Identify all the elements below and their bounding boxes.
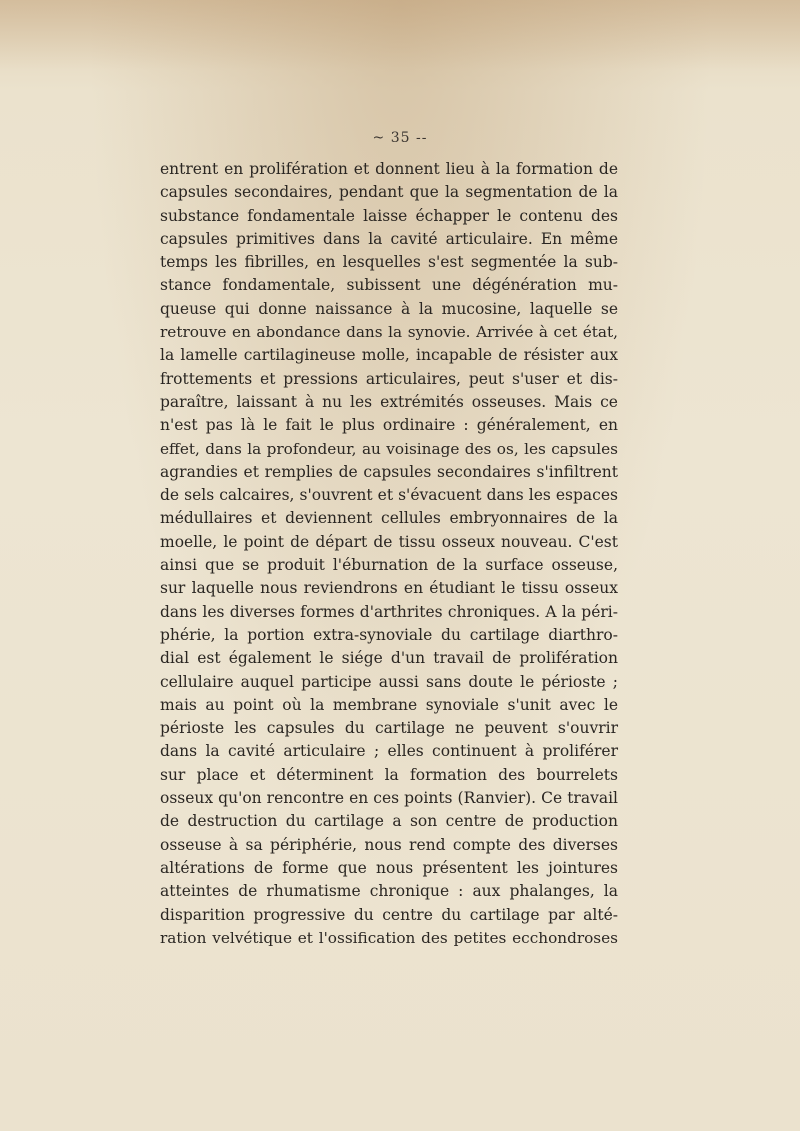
text-line: atteintes de rhumatisme chronique : aux phalanges, la bbox=[160, 882, 618, 901]
text-line: substance fondamentale laisse échapper le contenu des bbox=[160, 206, 618, 225]
text-line: la lamelle cartilagineuse molle, incapable de résister aux bbox=[160, 346, 618, 365]
text-line: osseux qu'on rencontre en ces points (Ranvier). Ce travail bbox=[160, 789, 618, 808]
text-line: dial est également le siége d'un travail de prolifération bbox=[160, 649, 618, 668]
text-line: sur laquelle nous reviendrons en étudiant le tissu osseux bbox=[160, 579, 618, 598]
text-line: phérie, la portion extra-synoviale du cartilage diarthro- bbox=[160, 625, 618, 644]
text-line: n'est pas là le fait le plus ordinaire : généralement, en bbox=[160, 416, 618, 435]
text-line: capsules primitives dans la cavité articulaire. En même bbox=[160, 229, 618, 248]
text-line: effet, dans la profondeur, au voisinage des os, les capsules bbox=[160, 439, 618, 458]
text-line: ainsi que se produit l'éburnation de la surface osseuse, bbox=[160, 556, 618, 575]
text-line: agrandies et remplies de capsules secondaires s'infiltrent bbox=[160, 462, 618, 481]
text-line: sur place et déterminent la formation des bourrelets bbox=[160, 765, 618, 784]
text-line: capsules secondaires, pendant que la segmentation de la bbox=[160, 183, 618, 202]
text-line: médullaires et deviennent cellules embryonnaires de la bbox=[160, 509, 618, 528]
text-line: mais au point où la membrane synoviale s'unit avec le bbox=[160, 695, 618, 714]
text-line: moelle, le point de départ de tissu osseux nouveau. C'est bbox=[160, 532, 618, 551]
text-line: altérations de forme que nous présentent les jointures bbox=[160, 858, 618, 877]
text-line: périoste les capsules du cartilage ne peuvent s'ouvrir bbox=[160, 719, 618, 738]
text-line: paraître, laissant à nu les extrémités osseuses. Mais ce bbox=[160, 392, 618, 411]
text-line: entrent en prolifération et donnent lieu à la formation de bbox=[160, 160, 618, 178]
text-line: de destruction du cartilage a son centre de production bbox=[160, 812, 618, 831]
text-line: dans la cavité articulaire ; elles continuent à proliférer bbox=[160, 742, 618, 761]
text-line: osseuse à sa périphérie, nous rend compte des diverses bbox=[160, 835, 618, 854]
text-line: stance fondamentale, subissent une dégénération mu- bbox=[160, 276, 618, 295]
text-line: disparition progressive du centre du cartilage par alté- bbox=[160, 905, 618, 924]
paper-stain bbox=[0, 0, 800, 70]
text-line: dans les diverses formes d'arthrites chroniques. A la péri- bbox=[160, 602, 618, 621]
body-text bbox=[160, 158, 618, 950]
text-line: retrouve en abondance dans la synovie. Arrivée à cet état, bbox=[160, 323, 618, 342]
page-number: ~ 35 -- bbox=[372, 130, 428, 146]
text-line: queuse qui donne naissance à la mucosine, laquelle se bbox=[160, 299, 618, 318]
text-line: frottements et pressions articulaires, peut s'user et dis- bbox=[160, 369, 618, 388]
text-line: temps les fibrilles, en lesquelles s'est segmentée la sub- bbox=[160, 253, 618, 272]
text-line: ration velvétique et l'ossification des petites ecchondroses bbox=[160, 928, 618, 947]
text-line: cellulaire auquel participe aussi sans doute le périoste ; bbox=[160, 672, 618, 691]
text-line: de sels calcaires, s'ouvrent et s'évacuent dans les espaces bbox=[160, 486, 618, 505]
